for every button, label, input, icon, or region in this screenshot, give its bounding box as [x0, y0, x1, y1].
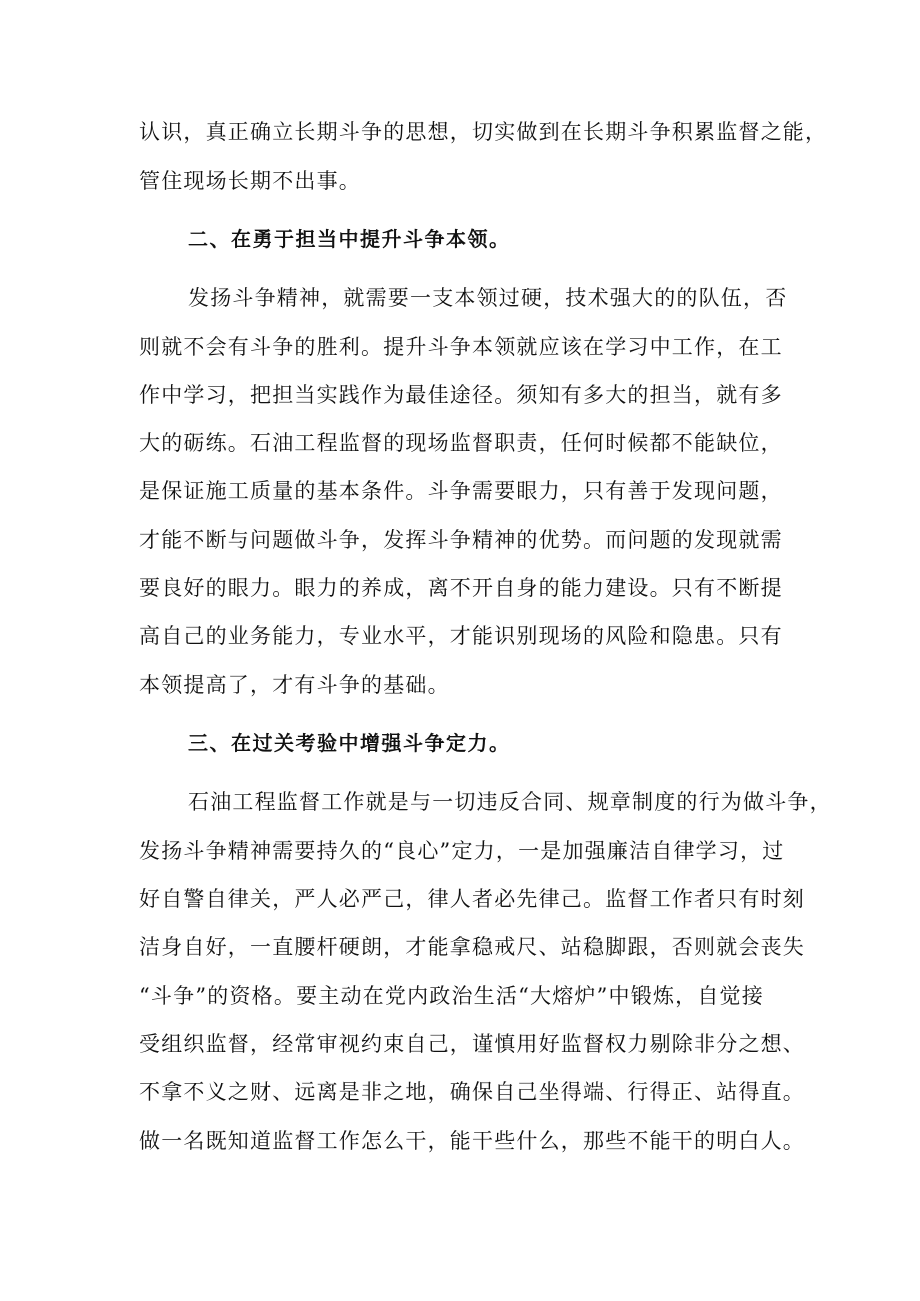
paragraph-line: 做一名既知道监督工作怎么干，能干些什么，那些不能干的明白人。: [139, 1129, 805, 1153]
paragraph-line: 洁身自好，一直腰杆硬朗，才能拿稳戒尺、站稳脚跟，否则就会丧失: [139, 935, 805, 959]
paragraph-line: 发扬斗争精神需要持久的“良心”定力，一是加强廉洁自律学习，过: [139, 839, 785, 863]
paragraph-line: 认识，真正确立长期斗争的思想，切实做到在长期斗争积累监督之能，: [139, 120, 828, 144]
paragraph-line: 要良好的眼力。眼力的养成，离不开自身的能力建设。只有不断提: [139, 576, 783, 600]
paragraph-line: 好自警自律关，严人必严己，律人者必先律己。监督工作者只有时刻: [139, 887, 805, 911]
paragraph-line: 管住现场长期不出事。: [139, 169, 361, 193]
paragraph-line: 石油工程监督工作就是与一切违反合同、规章制度的行为做斗争，: [188, 790, 832, 814]
section-heading: 三、在过关考验中增强斗争定力。: [188, 731, 511, 755]
paragraph-line: 是保证施工质量的基本条件。斗争需要眼力，只有善于发现问题，: [139, 479, 783, 503]
paragraph-line: 作中学习，把担当实践作为最佳途径。须知有多大的担当，就有多: [139, 383, 783, 407]
paragraph-line: 大的砺练。石油工程监督的现场监督职责，任何时候都不能缺位，: [139, 431, 783, 455]
paragraph-line: 才能不断与问题做斗争，发挥斗争精神的优势。而问题的发现就需: [139, 528, 783, 552]
paragraph-line: 则就不会有斗争的胜利。提升斗争本领就应该在学习中工作，在工: [139, 335, 783, 359]
paragraph-line: “斗争”的资格。要主动在党内政治生活“大熔炉”中锻炼，自觉接: [139, 984, 764, 1008]
paragraph-line: 发扬斗争精神，就需要一支本领过硬，技术强大的的队伍，否: [188, 286, 788, 310]
paragraph-line: 本领提高了，才有斗争的基础。: [139, 673, 450, 697]
paragraph-line: 高自己的业务能力，专业水平，才能识别现场的风险和隐患。只有: [139, 624, 783, 648]
paragraph-line: 受组织监督，经常审视约束自己，谨慎用好监督权力剔除非分之想、: [139, 1032, 805, 1056]
section-heading: 二、在勇于担当中提升斗争本领。: [188, 227, 511, 251]
paragraph-line: 不拿不义之财、远离是非之地，确保自己坐得端、行得正、站得直。: [139, 1080, 805, 1104]
